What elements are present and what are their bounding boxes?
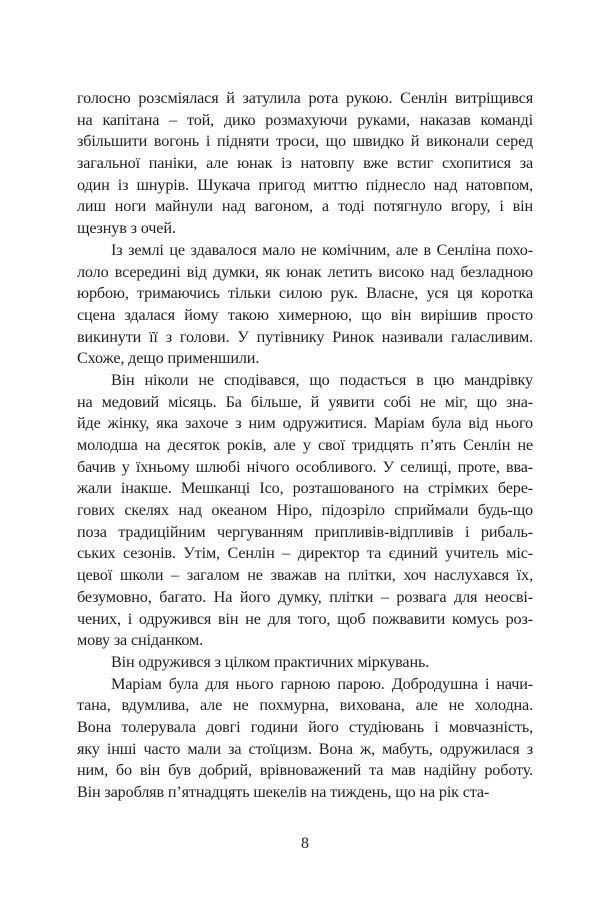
text-line: безумовно, багато. На його думку, плітки – розвага для неосві-: [77, 587, 533, 606]
text-line: збільшити вогонь і підняти троси, що швидко й виконали серед: [77, 132, 533, 151]
text-line: загальної паніки, але юнак із натовпу вже встиг схопитися за: [77, 154, 533, 173]
paragraph: [77, 240, 533, 370]
text-line: Схоже, дещо применшили.: [77, 349, 260, 368]
text-line: сцена здалася йому такою химерною, що він вирішив просто: [77, 305, 533, 324]
text-line: ських сезонів. Утім, Сенлін – директор та єдиний учитель міс-: [77, 544, 533, 563]
text-line: Він заробляв п’ятнадцять шекелів на тиждень, що на рік ста-: [77, 783, 490, 801]
text-line: на капітана – той, дико розмахуючи руками, наказав команді: [77, 110, 533, 129]
text-line: лиш ноги майнули над вагоном, а тоді потягнуло вгору, і він: [77, 197, 533, 216]
text-line: Маріам була для нього гарною парою. Добродушна і начи-: [111, 674, 533, 693]
text-line: йде жінку, яка захоче з ним одружитися. Маріам була від нього: [77, 414, 533, 433]
text-line: голосно розсміялася й затулила рота рукою. Сенлін витріщився: [77, 89, 533, 107]
text-line: чених, і одружився він не для того, щоб пожвавити комусь роз-: [77, 609, 533, 628]
text-line: мову за сніданком.: [77, 631, 204, 650]
text-line: викинути її з голови. У путівнику Ринок називали галасливим.: [77, 327, 533, 346]
text-line: Він одружився з цілком практичних міркувань.: [111, 652, 430, 671]
text-line: поза традиційним чергуванням припливів-відпливів і рибаль-: [77, 522, 533, 541]
paragraph: [77, 652, 533, 674]
text-line: один із шнурів. Шукача пригод миттю піднесло над натовпом,: [77, 175, 533, 194]
text-line: Вона толерувала довгі години його студіювань і мовчазність,: [77, 717, 533, 736]
paragraph: [77, 674, 533, 804]
text-line: гових скелях над океаном Ніро, підозріло сприймали будь-що: [77, 501, 533, 520]
paragraph: [77, 88, 533, 240]
text-line: Він ніколи не сподівався, що подасться в цю мандрівку: [111, 370, 533, 389]
text-line: юрбою, тримаючись тільки силою рук. Власне, уся ця коротка: [77, 284, 533, 303]
text-line: яку інші часто мали за стоїцизм. Вона ж, мабуть, одружилася з: [77, 739, 533, 758]
text-line: тана, вдумлива, але не похмурна, вихована, але не холодна.: [77, 696, 533, 715]
text-line: жали інакше. Мешканці Ісо, розташованого на стрімких бере-: [77, 479, 533, 498]
text-line: лоло всередині від думки, як юнак летить високо над безладною: [77, 262, 533, 281]
text-line: ним, бо він був добрий, врівноважений та мав надійну роботу.: [77, 761, 533, 780]
text-line: бачив у їхньому шлюбі нічого особливого. У селищі, проте, вва-: [77, 457, 533, 476]
text-line: на медовий місяць. Ба більше, й уявити собі не міг, що зна-: [77, 392, 533, 411]
text-line: щезнув з очей.: [77, 219, 176, 238]
text-line: цевої школи – загалом не зважав на плітки, хоч наслухався їх,: [77, 566, 533, 585]
text-line: Із землі це здавалося мало не комічним, але в Сенліна похо-: [111, 240, 533, 259]
page-number: 8: [301, 835, 309, 852]
text-line: молодша на десяток років, але у свої тридцять п’ять Сенлін не: [77, 436, 533, 454]
page-text: [77, 88, 533, 804]
paragraph: [77, 370, 533, 652]
